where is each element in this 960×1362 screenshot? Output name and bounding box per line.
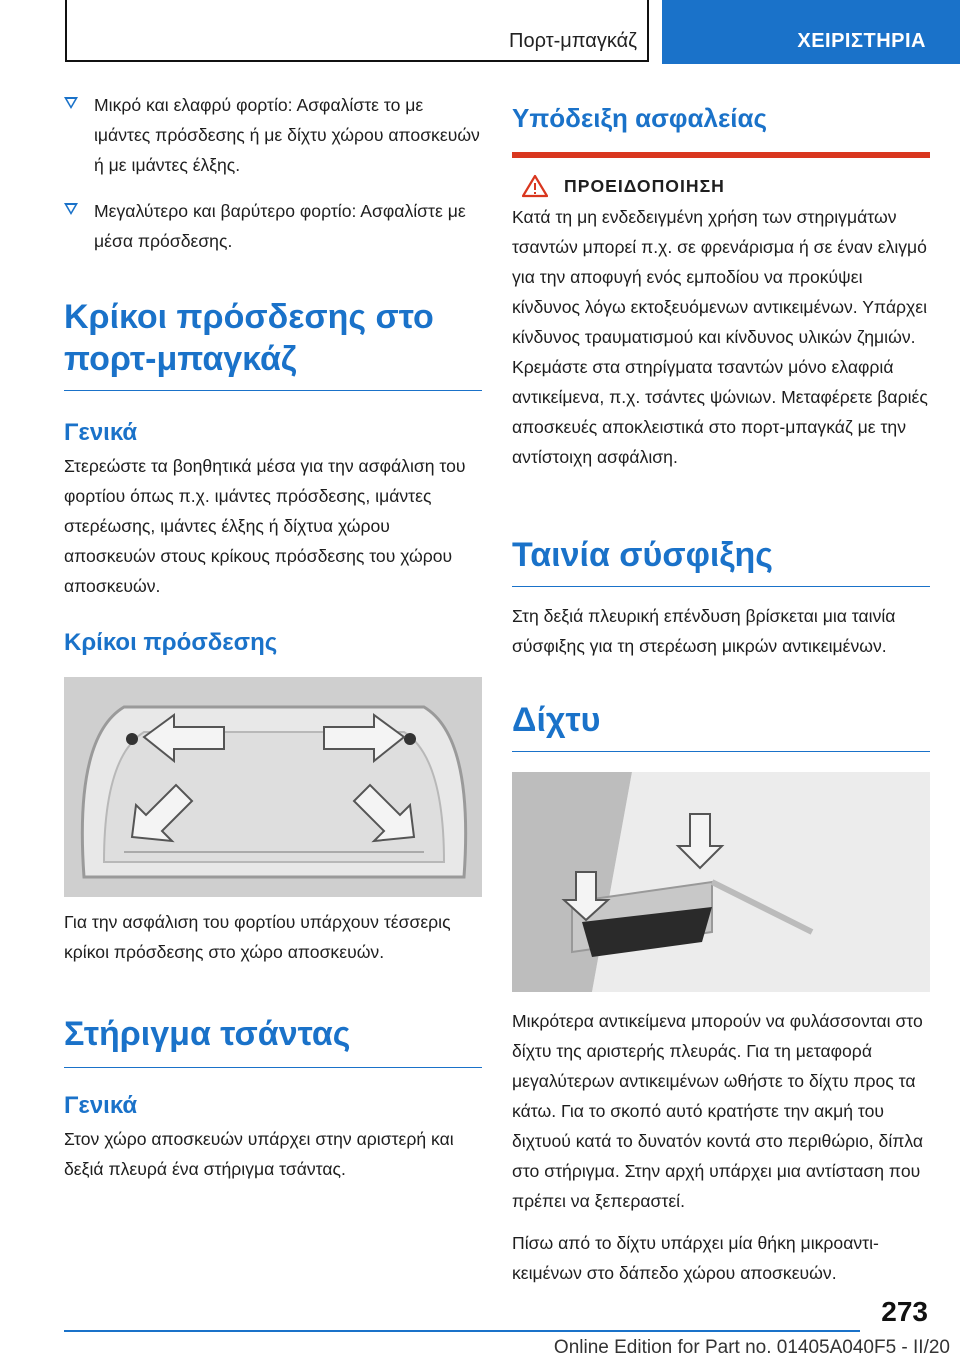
section-title-net: Δίχτυ xyxy=(512,701,601,739)
left-column xyxy=(64,90,482,1184)
rings-caption: Για την ασφάλιση του φορτίου υπάρχουν τέσσερις κρίκοι πρόσδεσης στο χώρο αποσκευών. xyxy=(64,912,451,962)
warning-triangle-icon xyxy=(522,174,548,198)
subsection-title-general: Γενικά xyxy=(64,419,138,446)
net-paragraph-2: Πίσω από το δίχτυ υπάρχει μία θήκη μικροαντικειμένων στο δάπεδο χώρου αποσκευών. xyxy=(512,1233,879,1283)
subsection-title-rings: Κρίκοι πρόσδεσης xyxy=(64,629,278,656)
page-number: 273 xyxy=(881,1296,928,1327)
section-title-strap: Ταινία σύσφιξης xyxy=(512,536,773,574)
bag-hook-paragraph: Στον χώρο αποσκευών υπάρχει στην αριστερή και δεξιά πλευρά ένα στήριγμα τσάντας. xyxy=(64,1129,454,1179)
warning-paragraph: Κατά τη μη ενδεδειγμένη χρήση των στηριγμάτων τσαντών μπορεί π.χ. σε φρενάρισμα ή σε έναν ελιγμό για την αποφυγή ενός εμποδίου να προκύψει κίνδυνος λόγω εκτοξευόμενων αντικειμένων. Υπάρχει κίνδυνος τραυματισμού και κίνδυνος υλικών ζημιών. Κρεμάστε στα στηρίγματα τσαντών μόνο ελαφριά αντικείμενα, π.χ. τσάντες ψώνιων. Μεταφέρετε βαριές αποσκευές αποκλειστικά στο πορτ-μπαγκάζ με την αντίστοιχη ασφάλιση. xyxy=(512,207,928,467)
strap-paragraph: Στη δεξιά πλευρική επένδυση βρίσκεται μια ταινία σύσφιξης για τη στερέωση μικρών αντικειμένων. xyxy=(512,606,896,656)
subsection-title-general: Γενικά xyxy=(64,1092,138,1119)
bullet-triangle-icon xyxy=(64,97,78,109)
warning-bar xyxy=(512,152,930,158)
bullet-triangle-icon xyxy=(64,203,78,215)
net-paragraph-1: Μικρότερα αντικείμενα μπορούν να φυλάσσονται στο δίχτυ της αριστερής πλευράς. Για τη μεταφορά μεγαλύτερων αντικειμένων ωθήστε το δίχτυ προς τα κάτω. Για το σκοπό αυτό κρατήστε την ακμή του διχτυού κατά το δυνατόν κοντά στο περιθώριο, δίπλα στο στήριγμα. Στην αρχή υπάρχει μια αντίσταση που πρέπει να ξεπεραστεί. xyxy=(512,1011,924,1211)
bullet-text: Μικρό και ελαφρύ φορτίο: Ασφαλίστε το με ιμάντες πρόσδεσης ή με δίχτυ χώρου αποσκευών ή με ιμάντες έλξης. xyxy=(94,95,480,175)
section-rule xyxy=(64,390,482,391)
general-paragraph: Στερεώστε τα βοηθητικά μέσα για την ασφάλιση του φορτίου όπως π.χ. ιμάντες πρόσδεσης, ιμάντες στερέωσης, ιμάντες έλξης ή δίχτυα χώρου αποσκευών στους κρίκους πρόσδεσης του χώρου αποσκευών. xyxy=(64,456,466,596)
right-column xyxy=(512,90,930,1288)
warning-header xyxy=(522,174,930,198)
bullet-text: Μεγαλύτερο και βαρύτερο φορτίο: Ασφαλίστε με μέσα πρόσδεσης. xyxy=(94,201,466,251)
header-section-title: Πορτ-μπαγκάζ xyxy=(509,30,637,52)
header-chapter-label: ΧΕΙΡΙΣΤΗΡΙΑ xyxy=(797,30,926,52)
safety-title: Υπόδειξη ασφαλείας xyxy=(512,103,768,133)
bullet-item xyxy=(64,196,482,256)
section-title-lashing-rings: Κρίκοι πρόσδεσης στο πορτ-μπαγκάζ xyxy=(64,298,434,378)
section-title-bag-hook: Στήριγμα τσάντας xyxy=(64,1015,351,1053)
trunk-rings-photo xyxy=(64,677,482,897)
section-rule xyxy=(512,751,930,752)
footer-edition-text: Online Edition for Part no. 01405A040F5 - II/20 xyxy=(553,1337,950,1358)
section-rule xyxy=(512,586,930,587)
section-rule xyxy=(64,1067,482,1068)
warning-label: ΠΡΟΕΙΔΟΠΟΙΗΣΗ xyxy=(564,175,725,196)
footer-rule xyxy=(64,1330,860,1332)
trunk-net-photo xyxy=(512,772,930,992)
bullet-item xyxy=(64,90,482,180)
